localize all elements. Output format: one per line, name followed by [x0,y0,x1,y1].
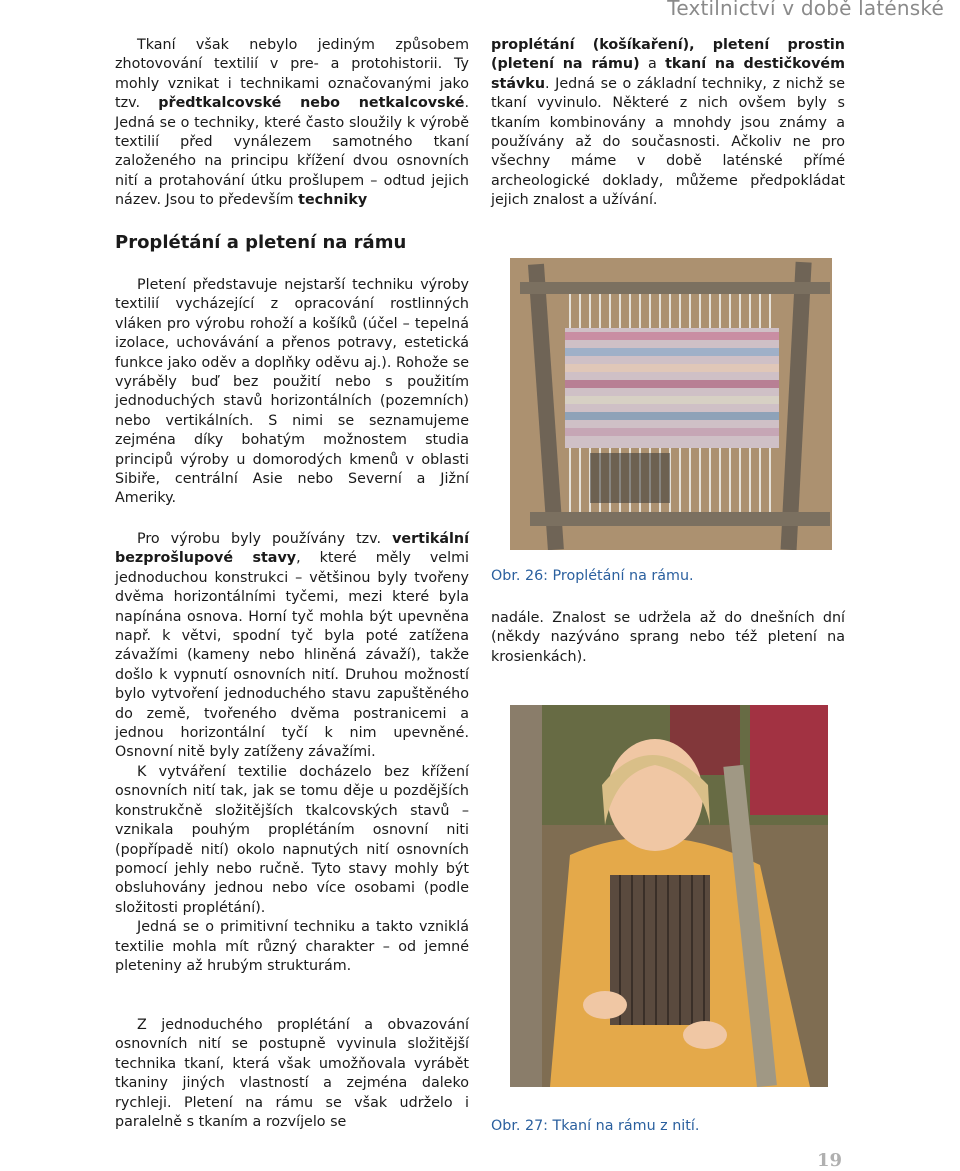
intro-right-paragraph [491,36,845,211]
intro-right-text-1: a [639,56,666,73]
intro-right-text-2: . Jedná se o základní techniky, z nichž se tkaní vyvinulo. Některé z nich ovšem byly s tkaním kombinovány a mnohdy jsou známy a používány až do současnosti. Ačkoliv ne pro všechny máme v době laténské přímé archeologické doklady, můžeme předpokládat jejich znalost a užívání. [491,75,845,209]
intro-right-column [491,36,845,211]
paragraph-stavy [115,530,469,976]
paragraph-stavy-3: Jedná se o primitivní techniku a takto vzniklá textilie mohla mít různý charakter – od jemné pleteniny až hrubým strukturám. [115,919,469,974]
running-header-title: Textilnictví v době laténské [667,0,944,20]
paragraph-pleteni-text: Pletení představuje nejstarší techniku výroby textilií vycházející z opracování rostlinných vláken pro výrobu rohoží a košíků (účel – tepelná izolace, uchovávání a přenos potravy, estetická funkce jako oděv a doplňky oděvu aj.). Rohože se vyráběly buď bez použití nebo s použitím jednoduchých stavů horizontálních (pozemních) nebo vertikálních. S nimi se seznamujeme zejména díky bohatým možnostem studia principů výroby u domorodých kmenů v oblasti Sibiře, centrální Asie nebo Severní a Jižní Ameriky. [115,277,469,507]
paragraph-stavy-1 [115,530,469,763]
intro-right-bold-1: proplétání (košíkaření), pletení prostin (pletení na rámu) [491,37,845,73]
intro-right-bold-2: tkaní na destičkovém stávku [491,56,845,92]
stavy-text-1: Pro výrobu byly používány tzv. [137,531,393,547]
intro-left-text-1: Tkaní však nebylo jediným způsobem zhotovování textilií v pre- a protohistorii. Ty mohly vznikat i technikami označovanými jako tzv. [115,37,469,112]
loom-frame-illustration [510,258,832,550]
intro-left-bold-1: předtkalcovské nebo netkalcovské [158,95,465,112]
figure-27-photo [510,705,828,1087]
figure-26-photo [510,258,832,550]
paragraph-nadale [491,609,845,667]
paragraph-stavy-2: K vytváření textilie docházelo bez křížení osnovních nití tak, jak se tomu děje u pozdějších konstrukčně složitějších tkalcovských stavů – vznikala pouhým proplétáním osnovní niti (popřípadě nití) okolo napnutých nití osnovních pomocí jehly nebo ručně. Tyto stavy mohly být obsluhovány jednou nebo více osobami (podle složitosti proplétání). [115,763,469,916]
paragraph-pleteni [115,276,469,509]
intro-left-bold-2: techniky [298,192,368,209]
paragraph-final [115,1016,469,1132]
stavy-bold-1: vertikální bezprošlupové stavy [115,531,469,567]
paragraph-nadale-text: nadále. Znalost se udržela až do dnešních dní (někdy nazýváno sprang nebo též pletení na krosienkách). [491,610,845,665]
intro-left-column [115,36,469,211]
stavy-text-2: , které měly velmi jednoduchou konstrukci – většinou byly tvořeny dvěma horizontálními tyčemi, mezi které byla napínána osnova. Horní tyč mohla být upevněna např. k větvi, spodní tyč byla poté zatížena závažími (kameny nebo hliněná závaží), takže došlo k vypnutí osnovních nití. Druhou možností bylo vytvoření jednoduchého stavu zapuštěného do země, tvořeného dvěma postranicemi a jednou horizontální tyčí k nim upevněné. Osnovní nitě byly zatíženy závažími. [115,550,469,761]
figure-26-caption: Obr. 26: Proplétání na rámu. [491,568,694,584]
section-heading: Proplétání a pletení na rámu [115,232,407,253]
intro-left-paragraph [115,36,469,211]
page-number: 19 [816,1150,842,1171]
intro-left-text-2: . Jedná se o techniky, které často sloužily k výrobě textilií před vynálezem samotného tkaní založeného na principu křížení dvou osnovních nití a protahování útku prošlupem – odtud jejich název. Jsou to především [115,95,469,209]
paragraph-final-text: Z jednoduchého proplétání a obvazování osnovních nití se postupně vyvinula složitější technika tkaní, která však umožňovala vyrábět tkaniny jiných vlastností a zejména daleko rychleji. Pletení na rámu se však udrželo i paralelně s tkaním a rozvíjelo se [115,1017,469,1131]
woman-weaving-illustration [510,705,828,1087]
figure-27-caption: Obr. 27: Tkaní na rámu z nití. [491,1118,700,1134]
